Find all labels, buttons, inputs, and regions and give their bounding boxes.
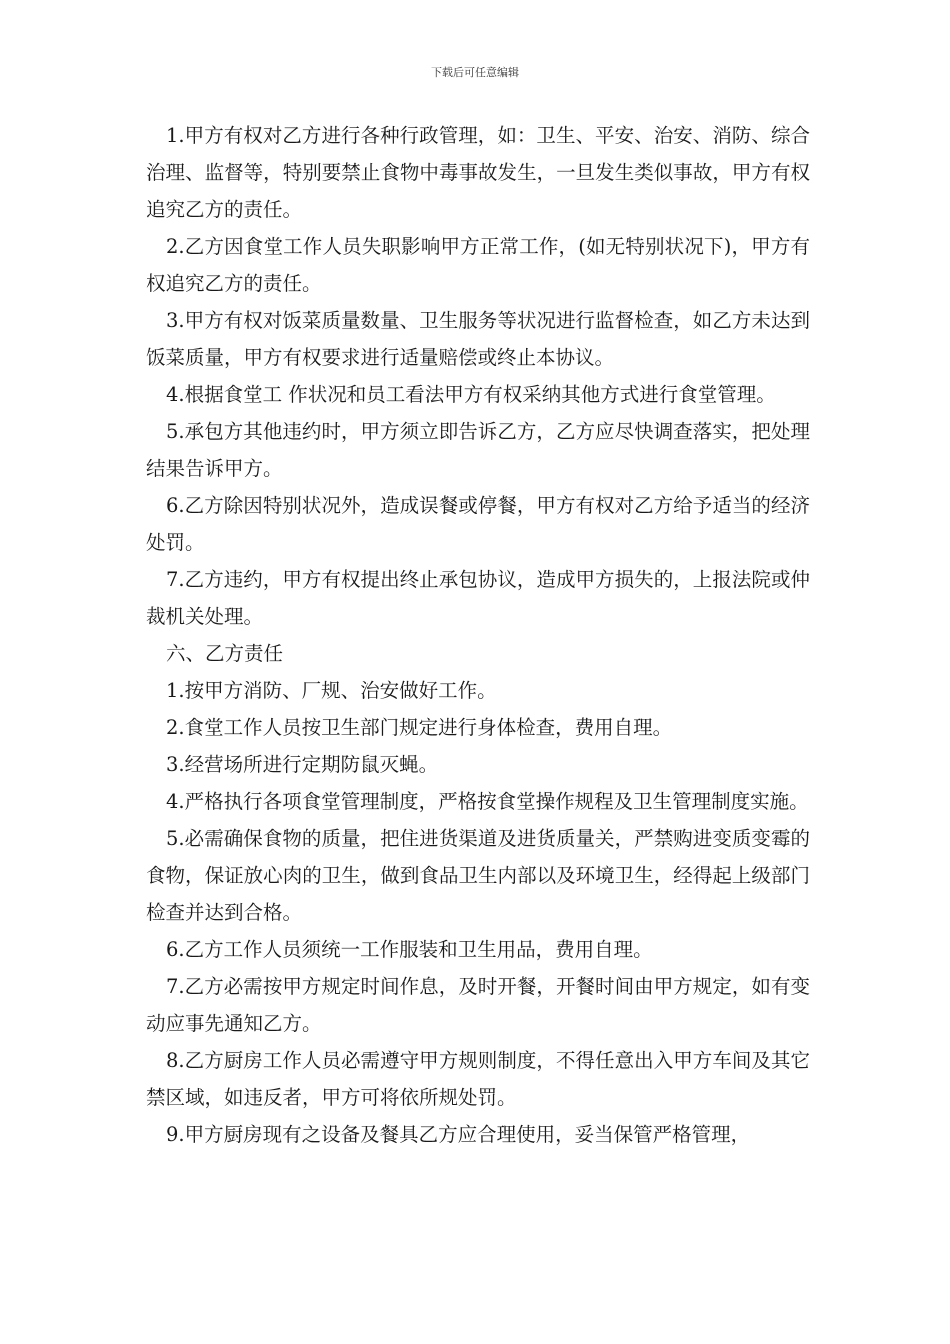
duty-3: 3.经营场所进行定期防鼠灭蝇。 — [166, 753, 439, 776]
clause-3: 3.甲方有权对饭菜质量数量、卫生服务等状况进行监督检查，如乙方未达到饭菜质量，甲方有权要求进行适量赔偿或终止本协议。 — [146, 309, 810, 369]
clause-7: 7.乙方违约，甲方有权提出终止承包协议，造成甲方损失的，上报法院或仲裁机关处理。 — [146, 568, 810, 628]
clause-5: 5.承包方其他违约时，甲方须立即告诉乙方，乙方应尽快调查落实，把处理结果告诉甲方。 — [146, 420, 810, 480]
duty-7: 7.乙方必需按甲方规定时间作息，及时开餐，开餐时间由甲方规定，如有变动应事先通知乙方。 — [146, 975, 810, 1035]
document-body — [146, 117, 810, 1153]
duty-9: 9.甲方厨房现有之设备及餐具乙方应合理使用，妥当保管严格管理， — [166, 1123, 751, 1146]
duty-5: 5.必需确保食物的质量，把住进货渠道及进货质量关，严禁购进变质变霉的食物，保证放心肉的卫生，做到食品卫生内部以及环境卫生，经得起上级部门检查并达到合格。 — [146, 827, 810, 924]
section-heading: 六、乙方责任 — [166, 642, 284, 665]
clause-6: 6.乙方除因特别状况外，造成误餐或停餐，甲方有权对乙方给予适当的经济处罚。 — [146, 494, 810, 554]
duty-4: 4.严格执行各项食堂管理制度，严格按食堂操作规程及卫生管理制度实施。 — [166, 790, 809, 813]
duty-2: 2.食堂工作人员按卫生部门规定进行身体检查，费用自理。 — [166, 716, 673, 739]
duty-6: 6.乙方工作人员须统一工作服装和卫生用品，费用自理。 — [166, 938, 653, 961]
page-header: 下载后可任意编辑 — [431, 66, 519, 79]
duty-8: 8.乙方厨房工作人员必需遵守甲方规则制度，不得任意出入甲方车间及其它禁区域，如违反者，甲方可将依所规处罚。 — [146, 1049, 810, 1109]
clause-1: 1.甲方有权对乙方进行各种行政管理，如：卫生、平安、治安、消防、综合治理、监督等，特别要禁止食物中毒事故发生，一旦发生类似事故，甲方有权追究乙方的责任。 — [146, 124, 810, 221]
duty-1: 1.按甲方消防、厂规、治安做好工作。 — [166, 679, 497, 702]
clause-4: 4.根据食堂工 作状况和员工看法甲方有权采纳其他方式进行食堂管理。 — [166, 383, 776, 406]
clause-2: 2.乙方因食堂工作人员失职影响甲方正常工作，(如无特别状况下)，甲方有权追究乙方的责任。 — [146, 235, 810, 295]
